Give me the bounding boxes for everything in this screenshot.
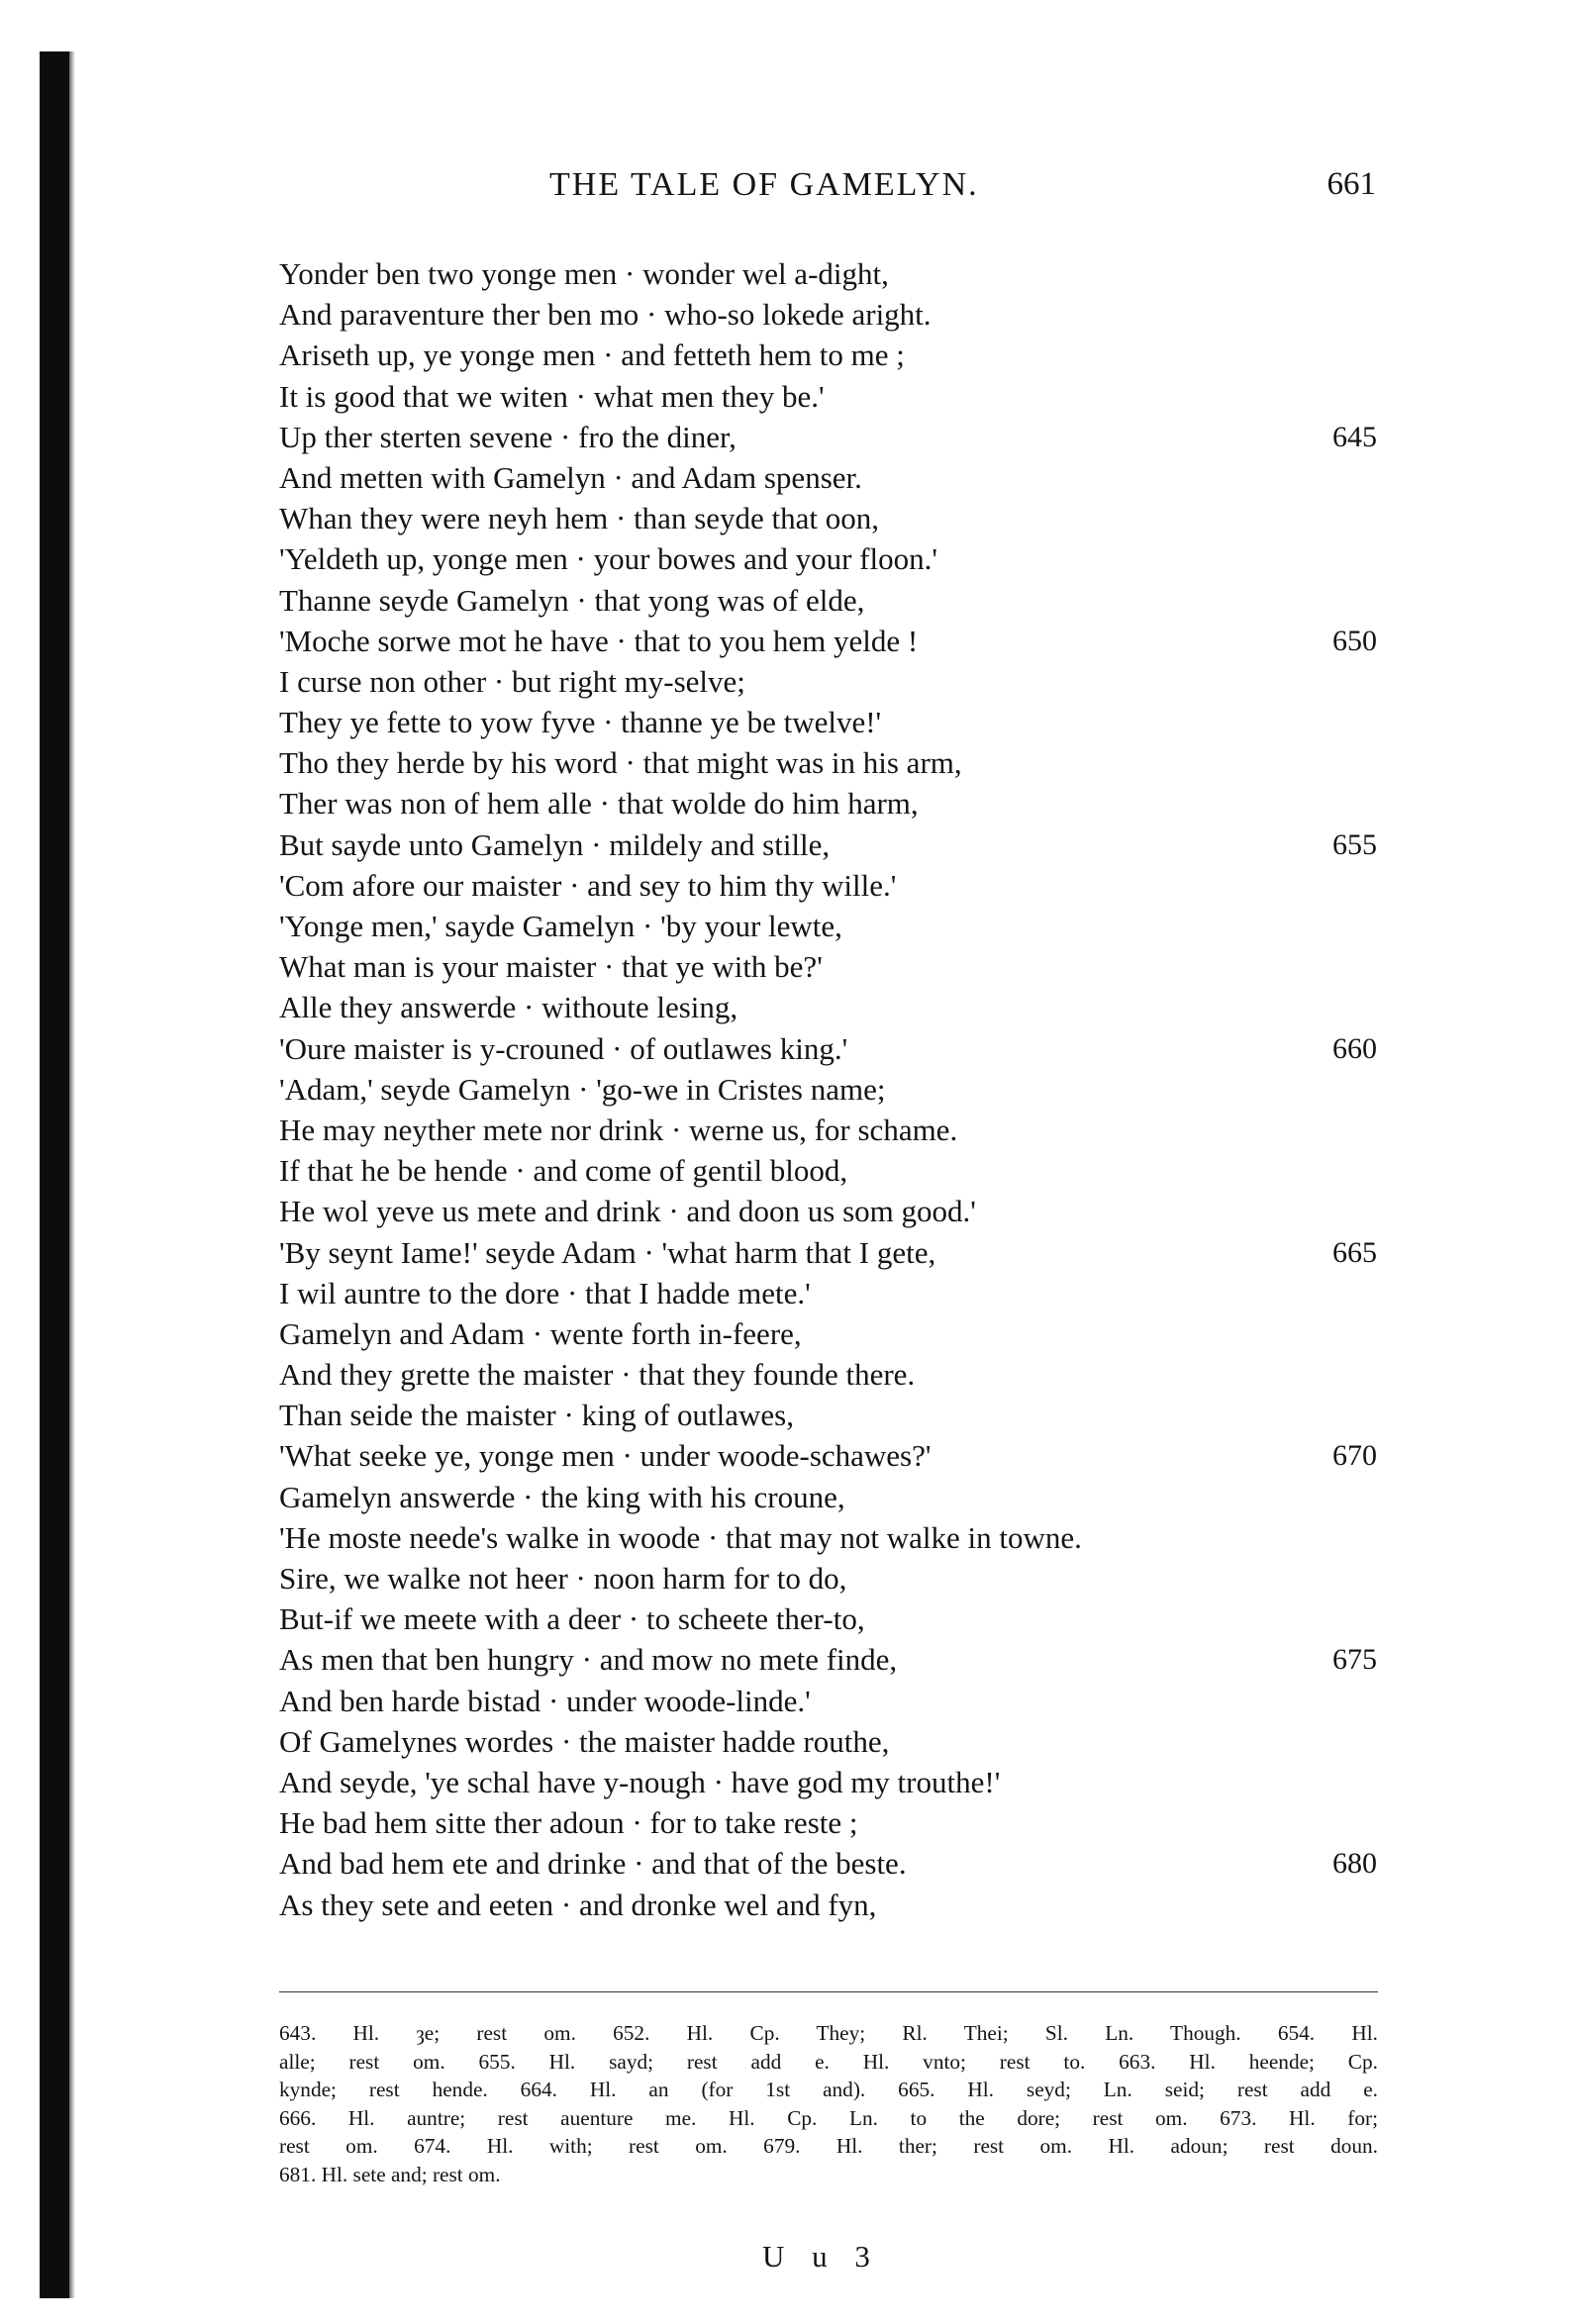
verse-text: And metten with Gamelyn · and Adam spenser. [279, 459, 862, 495]
verse-text: 'Yonge men,' sayde Gamelyn · 'by your lewte, [279, 909, 842, 943]
verse-text: As men that ben hungry · and mow no mete finde, [279, 1642, 898, 1678]
verse-line [279, 1110, 1383, 1150]
verse-text: As they sete and eeten · and dronke wel and fyn, [279, 1887, 877, 1922]
verse-text: He bad hem sitte ther adoun · for to take reste ; [279, 1805, 858, 1841]
verse-line [279, 1721, 1383, 1762]
verse-text: 'Moche sorwe mot he have · that to you hem yelde ! [279, 623, 919, 658]
verse-text: 'By seynt Iame!' seyde Adam · 'what harm that I gete, [279, 1234, 936, 1270]
verse-line [279, 742, 1383, 783]
verse-text: Up ther sterten sevene · fro the diner, [279, 419, 737, 454]
verse-text: Ariseth up, ye yonge men · and fetteth hem to me ; [279, 338, 905, 373]
verse-line [279, 661, 1383, 702]
verse-line [279, 824, 1383, 865]
verse-line [279, 987, 1383, 1027]
verse-line [279, 1191, 1383, 1231]
verse-text: Than seide the maister · king of outlawes, [279, 1398, 794, 1433]
verse-text: 'He moste neede's walke in woode · that may not walke in towne. [279, 1519, 1082, 1555]
verse-text: But-if we meete with a deer · to scheete ther-to, [279, 1601, 865, 1637]
verse-text: 'Adam,' seyde Gamelyn · 'go-we in Cristes name; [279, 1071, 886, 1107]
footnotes-block [279, 2019, 1378, 2188]
verse-text: What man is your maister · that ye with be?' [279, 949, 823, 985]
verse-line [279, 1273, 1383, 1313]
verse-text: I wil auntre to the dore · that I hadde mete.' [279, 1275, 811, 1310]
line-number: 675 [1332, 1643, 1377, 1677]
verse-text: Ther was non of hem alle · that wolde do him harm, [279, 786, 919, 822]
verse-line [279, 498, 1383, 538]
verse-text: Yonder ben two yonge men · wonder wel a-dight, [279, 256, 889, 291]
footnote-line: kynde; rest hende. 664. Hl. an (for 1st and). 665. Hl. seyd; Ln. seid; rest add e. [279, 2078, 1378, 2101]
verse-line [279, 1435, 1383, 1476]
verse-text: And bad hem ete and drinke · and that of the beste. [279, 1846, 907, 1882]
signature-mark: U u 3 [762, 2239, 880, 2274]
binding-edge [40, 51, 69, 2298]
footnote-line: 643. Hl. ȝe; rest om. 652. Hl. Cp. They; Rl. Thei; Sl. Ln. Though. 654. Hl. [279, 2021, 1378, 2045]
verse-text: 'Yeldeth up, yonge men · your bowes and your floon.' [279, 541, 937, 577]
verse-line [279, 376, 1383, 417]
verse-text: I curse non other · but right my-selve; [279, 663, 745, 699]
verse-text: 'What seeke ye, yonge men · under woode-schawes?' [279, 1438, 932, 1474]
line-number: 670 [1332, 1439, 1377, 1473]
verse-line [279, 457, 1383, 498]
line-number: 655 [1332, 827, 1377, 861]
verse-line [279, 538, 1383, 579]
verse-line [279, 621, 1383, 661]
verse-line [279, 253, 1383, 294]
verse-line [279, 1150, 1383, 1191]
verse-text: Whan they were neyh hem · than seyde that oon, [279, 501, 880, 536]
verse-line [279, 906, 1383, 946]
page-title: THE TALE OF GAMELYN. [549, 166, 979, 203]
verse-line [279, 702, 1383, 742]
verse-text: Tho they herde by his word · that might was in his arm, [279, 745, 962, 781]
verse-line [279, 865, 1383, 906]
verse-line [279, 580, 1383, 621]
verse-line [279, 1802, 1383, 1843]
verse-line [279, 1885, 1383, 1925]
verse-line [279, 1313, 1383, 1354]
verse-line [279, 417, 1383, 457]
verse-line [279, 1762, 1383, 1802]
verse-line [279, 1354, 1383, 1395]
line-number: 680 [1332, 1847, 1377, 1881]
verse-text: 'Com afore our maister · and sey to him thy wille.' [279, 867, 897, 903]
verse-text: Gamelyn and Adam · wente forth in-feere, [279, 1315, 802, 1351]
verse-line [279, 1558, 1383, 1598]
verse-text: And seyde, 'ye schal have y-nough · have god my trouthe!' [279, 1764, 1001, 1799]
verse-text: And ben harde bistad · under woode-linde.' [279, 1683, 811, 1718]
verse-text: Thanne seyde Gamelyn · that yong was of elde, [279, 582, 865, 618]
line-number: 665 [1332, 1235, 1377, 1269]
verse-line [279, 1069, 1383, 1110]
verse-text: They ye fette to yow fyve · thanne ye be twelve!' [279, 705, 882, 740]
verse-text: It is good that we witen · what men they be.' [279, 378, 825, 414]
verse-line [279, 1517, 1383, 1558]
verse-line [279, 294, 1383, 335]
verse-line [279, 1598, 1383, 1639]
line-number: 645 [1332, 420, 1377, 453]
verse-line [279, 1028, 1383, 1069]
verse-line [279, 1232, 1383, 1273]
verse-line [279, 1395, 1383, 1435]
verse-line [279, 1843, 1383, 1884]
page-number: 661 [1326, 166, 1376, 202]
footnote-line: 681. Hl. sete and; rest om. [279, 2162, 501, 2186]
running-head [277, 166, 1376, 216]
verse-line [279, 783, 1383, 823]
verse-text: Gamelyn answerde · the king with his croune, [279, 1479, 845, 1514]
verse-text: Sire, we walke not heer · noon harm for to do, [279, 1561, 847, 1596]
binding-shadow [69, 51, 75, 2298]
verse-text: And they grette the maister · that they founde there. [279, 1357, 916, 1393]
verse-text: 'Oure maister is y-crouned · of outlawes king.' [279, 1030, 848, 1066]
verse-line [279, 335, 1383, 375]
footnote-line: 666. Hl. auntre; rest auenture me. Hl. Cp. Ln. to the dore; rest om. 673. Hl. for; [279, 2105, 1378, 2130]
line-number: 660 [1332, 1031, 1377, 1065]
verse-text: If that he be hende · and come of gentil blood, [279, 1153, 848, 1189]
verse-line [279, 1477, 1383, 1517]
verse-text: Of Gamelynes wordes · the maister hadde routhe, [279, 1723, 890, 1759]
footnote-line: alle; rest om. 655. Hl. sayd; rest add e. Hl. vnto; rest to. 663. Hl. heende; Cp. [279, 2049, 1378, 2074]
verse-line [279, 1681, 1383, 1721]
line-number: 650 [1332, 624, 1377, 657]
verse-text: And paraventure ther ben mo · who-so lokede aright. [279, 297, 932, 333]
footnote-rule [279, 1991, 1378, 1992]
footnote-line: rest om. 674. Hl. with; rest om. 679. Hl. ther; rest om. Hl. adoun; rest doun. [279, 2134, 1378, 2158]
verse-text: He may neyther mete nor drink · werne us, for schame. [279, 1112, 958, 1147]
verse-block [279, 253, 1383, 1925]
verse-text: But sayde unto Gamelyn · mildely and stille, [279, 826, 831, 862]
verse-line [279, 946, 1383, 987]
verse-line [279, 1639, 1383, 1680]
verse-text: Alle they answerde · withoute lesing, [279, 990, 738, 1025]
verse-text: He wol yeve us mete and drink · and doon us som good.' [279, 1194, 976, 1229]
